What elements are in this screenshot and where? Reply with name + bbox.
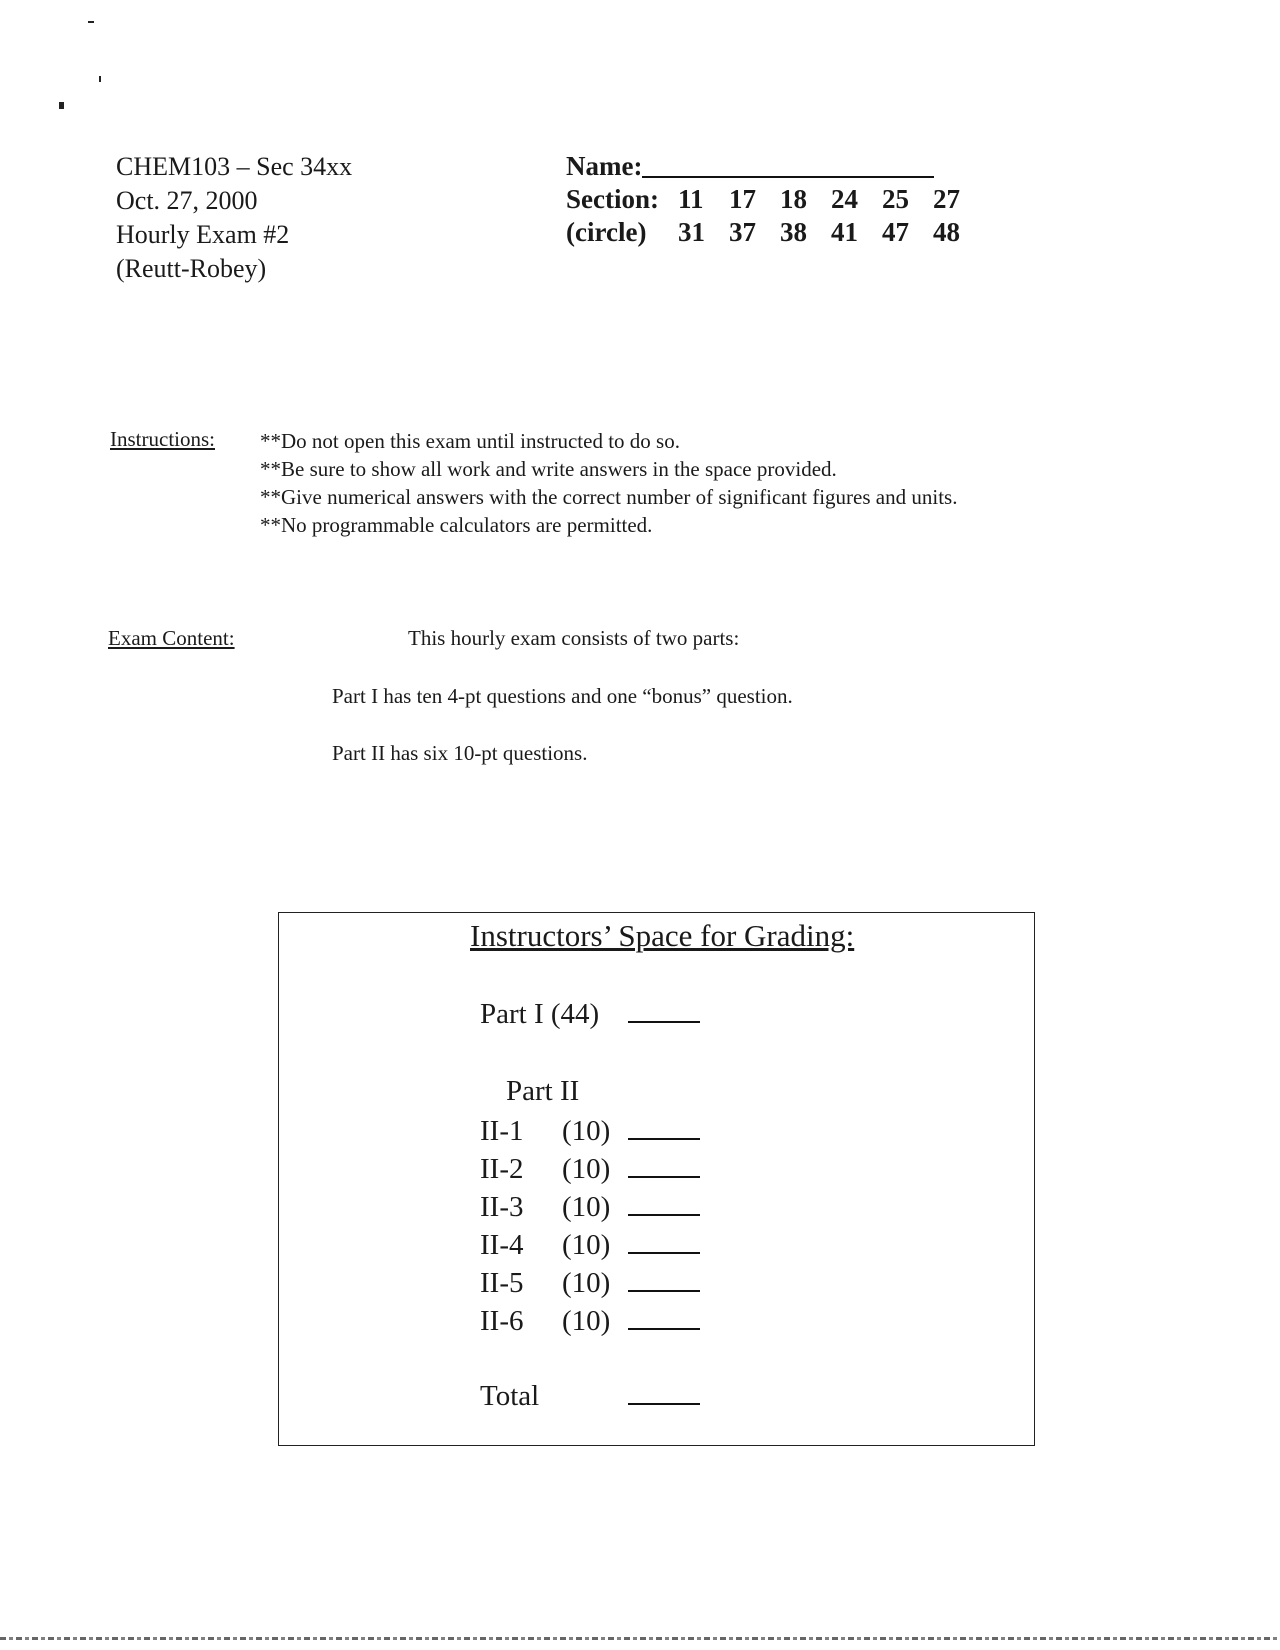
- section-option[interactable]: 27: [933, 184, 960, 214]
- grade-row: [480, 1189, 700, 1225]
- circle-label: (circle): [566, 217, 647, 247]
- section-option[interactable]: 24: [831, 184, 858, 214]
- section-option[interactable]: 11: [678, 184, 704, 214]
- instruction-item: **Be sure to show all work and write answers in the space provided.: [260, 457, 837, 481]
- section-option[interactable]: 31: [678, 217, 705, 247]
- scan-speck: [99, 76, 101, 82]
- exam-content-intro: This hourly exam consists of two parts:: [408, 626, 740, 650]
- section-option[interactable]: 25: [882, 184, 909, 214]
- instructions-list: [260, 427, 957, 539]
- exam-header-info: [116, 150, 352, 286]
- instructions-label: Instructions:: [110, 427, 215, 451]
- grade-label: II-2: [480, 1153, 524, 1185]
- section-option[interactable]: 48: [933, 217, 960, 247]
- section-option[interactable]: 38: [780, 217, 807, 247]
- grade-points: (10): [562, 1305, 611, 1337]
- exam-date: Oct. 27, 2000: [116, 186, 258, 215]
- exam-content-label: Exam Content:: [108, 626, 235, 650]
- grade-label: Part I (44): [480, 998, 600, 1030]
- grade-label: II-1: [480, 1115, 524, 1147]
- grade-row: [480, 1303, 700, 1339]
- grade-row-part1: [480, 996, 700, 1032]
- name-row: [566, 150, 984, 183]
- score-blank[interactable]: [628, 1266, 700, 1292]
- grade-points: (10): [562, 1267, 611, 1299]
- grade-row: [480, 1113, 700, 1149]
- grade-points: (10): [562, 1115, 611, 1147]
- grade-row-total: [480, 1378, 700, 1414]
- section-row-1: [566, 183, 984, 216]
- section-row-2: [566, 216, 984, 249]
- name-field[interactable]: [642, 150, 934, 178]
- scan-edge-noise: [0, 1637, 1280, 1640]
- grade-label: II-3: [480, 1191, 524, 1223]
- scan-speck: [59, 102, 64, 109]
- grade-row: [480, 1265, 700, 1301]
- section-option[interactable]: 41: [831, 217, 858, 247]
- score-blank[interactable]: [628, 1152, 700, 1178]
- score-blank[interactable]: [628, 997, 700, 1023]
- grade-row: [480, 1227, 700, 1263]
- instruction-item: **Give numerical answers with the correct number of significant figures and units.: [260, 485, 958, 509]
- section-option[interactable]: 47: [882, 217, 909, 247]
- exam-content-part2: Part II has six 10-pt questions.: [332, 741, 588, 765]
- instructor-name: (Reutt-Robey): [116, 254, 267, 283]
- section-option[interactable]: 17: [729, 184, 756, 214]
- grade-row: [480, 1151, 700, 1187]
- score-blank[interactable]: [628, 1379, 700, 1405]
- grade-label: II-6: [480, 1305, 524, 1337]
- section-label: Section:: [566, 184, 659, 214]
- student-info: [566, 150, 984, 249]
- score-blank[interactable]: [628, 1114, 700, 1140]
- course-title: CHEM103 – Sec 34xx: [116, 152, 353, 181]
- exam-content-part1: Part I has ten 4-pt questions and one “bonus” question.: [332, 684, 793, 708]
- grade-points: (10): [562, 1229, 611, 1261]
- grade-total-label: Total: [480, 1380, 540, 1412]
- name-label: Name:: [566, 151, 643, 181]
- grading-title: Instructors’ Space for Grading:: [470, 918, 855, 953]
- score-blank[interactable]: [628, 1190, 700, 1216]
- instruction-item: **No programmable calculators are permitted.: [260, 513, 653, 537]
- exam-title: Hourly Exam #2: [116, 220, 290, 249]
- instruction-item: **Do not open this exam until instructed to do so.: [260, 429, 680, 453]
- grade-part2-heading: Part II: [506, 1075, 580, 1107]
- score-blank[interactable]: [628, 1228, 700, 1254]
- grade-points: (10): [562, 1191, 611, 1223]
- section-option[interactable]: 18: [780, 184, 807, 214]
- grade-label: II-5: [480, 1267, 524, 1299]
- score-blank[interactable]: [628, 1304, 700, 1330]
- grade-label: II-4: [480, 1229, 524, 1261]
- section-option[interactable]: 37: [729, 217, 756, 247]
- scan-speck: [88, 21, 94, 23]
- grade-points: (10): [562, 1153, 611, 1185]
